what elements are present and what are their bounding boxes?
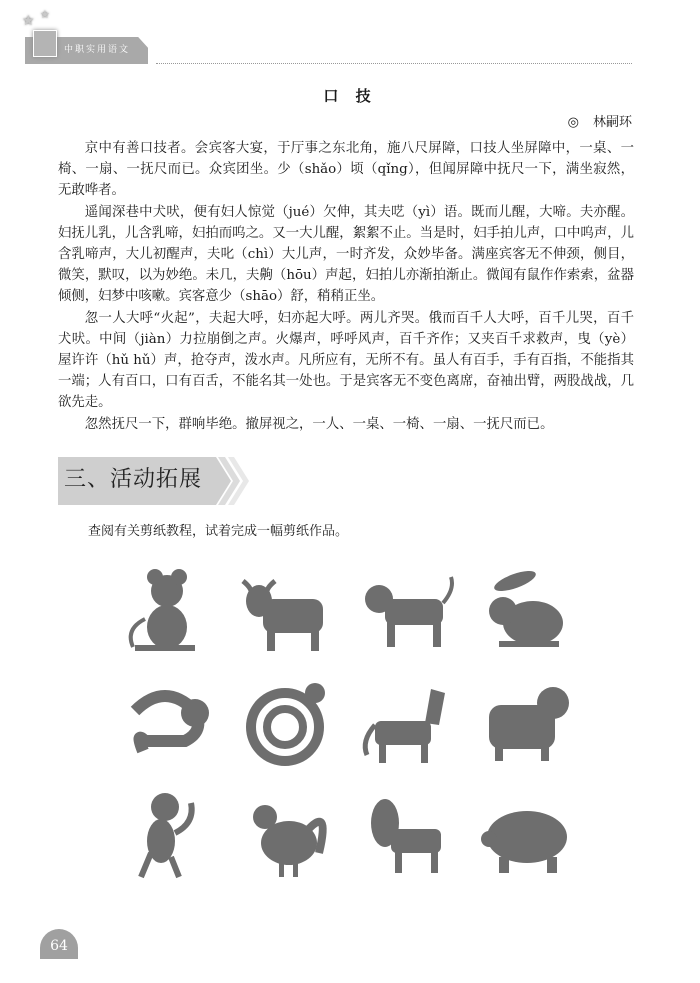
papercut-goat [465, 665, 585, 777]
papercut-gallery [105, 553, 585, 889]
papercut-pig-icon [475, 783, 575, 883]
paragraph: 忽一人大呼“火起”，夫起大呼，妇亦起大呼。两儿齐哭。俄而百千人大呼，百千儿哭，百千犬吠。中间（jiàn）力拉崩倒之声。火爆声，呼呼风声，百千齐作；又夹百千求救声，曳（yè）屋许许（hǔ hǔ）声，抢夺声，泼水声。凡所应有，无所不有。虽人有百手，手有百指，不能指其一端；人有百口，口有百舌，不能名其一处也。于是宾客无不变色离席，奋袖出臂，两股战战，几欲先走。 [58, 310, 635, 411]
papercut-dragon [105, 665, 225, 777]
papercut-rat [105, 553, 225, 665]
header-decor-box [33, 30, 57, 57]
papercut-ox [225, 553, 345, 665]
papercut-ox-icon [235, 559, 335, 659]
papercut-snake-icon [235, 671, 335, 771]
author-name: 林嗣环 [592, 115, 632, 130]
chevron-decoration-icon [201, 457, 251, 505]
papercut-monkey-icon [115, 783, 215, 883]
section-instruction: 查阅有关剪纸教程，试着完成一幅剪纸作品。 [88, 523, 349, 539]
papercut-snake [225, 665, 345, 777]
star-icon: ★ [40, 8, 50, 21]
papercut-dragon-icon [115, 671, 215, 771]
article-title: 口 技 [323, 87, 377, 105]
papercut-rooster [225, 777, 345, 889]
paragraph: 京中有善口技者。会宾客大宴，于厅事之东北角，施八尺屏障，口技人坐屏障中，一桌、一椅、一扇、一抚尺而已。众宾团坐。少（shǎo）顷（qǐng），但闻屏障中抚尺一下，满坐寂然，无敢哗者。 [58, 141, 634, 199]
papercut-pig [465, 777, 585, 889]
section-banner-wrap [58, 457, 258, 505]
paragraph: 遥闻深巷中犬吠，便有妇人惊觉（jué）欠伸，其夫呓（yì）语。既而儿醒，大啼。夫亦醒。妇抚儿乳，儿含乳啼，妇拍而呜之。又一大儿醒，絮絮不止。当是时，妇手拍儿声，口中呜声，儿含乳啼声，大儿初醒声，夫叱（chì）大儿声，一时齐发，众妙毕备。满座宾客无不伸颈，侧目，微笑，默叹，以为妙绝。未几，夫齁（hōu）声起，妇拍儿亦渐拍渐止。微闻有鼠作作索索，盆器倾侧，妇梦中咳嗽。宾客意少（shāo）舒，稍稍正坐。 [58, 204, 634, 305]
page-number: 64 [40, 929, 78, 959]
main-column [50, 138, 635, 979]
papercut-horse-icon [355, 671, 455, 771]
papercut-rat-icon [115, 559, 215, 659]
papercut-monkey [105, 777, 225, 889]
header-divider [156, 63, 632, 64]
author-mark: ◎ [567, 115, 579, 130]
papercut-tiger [345, 553, 465, 665]
papercut-dog [345, 777, 465, 889]
article-author [568, 114, 632, 131]
section-heading: 三、活动拓展 [64, 466, 203, 492]
papercut-horse [345, 665, 465, 777]
papercut-tiger-icon [355, 559, 455, 659]
star-icon: ★ [22, 13, 35, 29]
article-body [58, 138, 634, 435]
paragraph: 忽然抚尺一下，群响毕绝。撤屏视之，一人、一桌、一椅、一扇、一抚尺而已。 [84, 416, 554, 432]
papercut-dog-icon [355, 783, 455, 883]
book-title: 中职实用语文 [64, 45, 131, 55]
papercut-rooster-icon [235, 783, 335, 883]
papercut-goat-icon [475, 671, 575, 771]
papercut-rabbit [465, 553, 585, 665]
papercut-rabbit-icon [475, 559, 575, 659]
